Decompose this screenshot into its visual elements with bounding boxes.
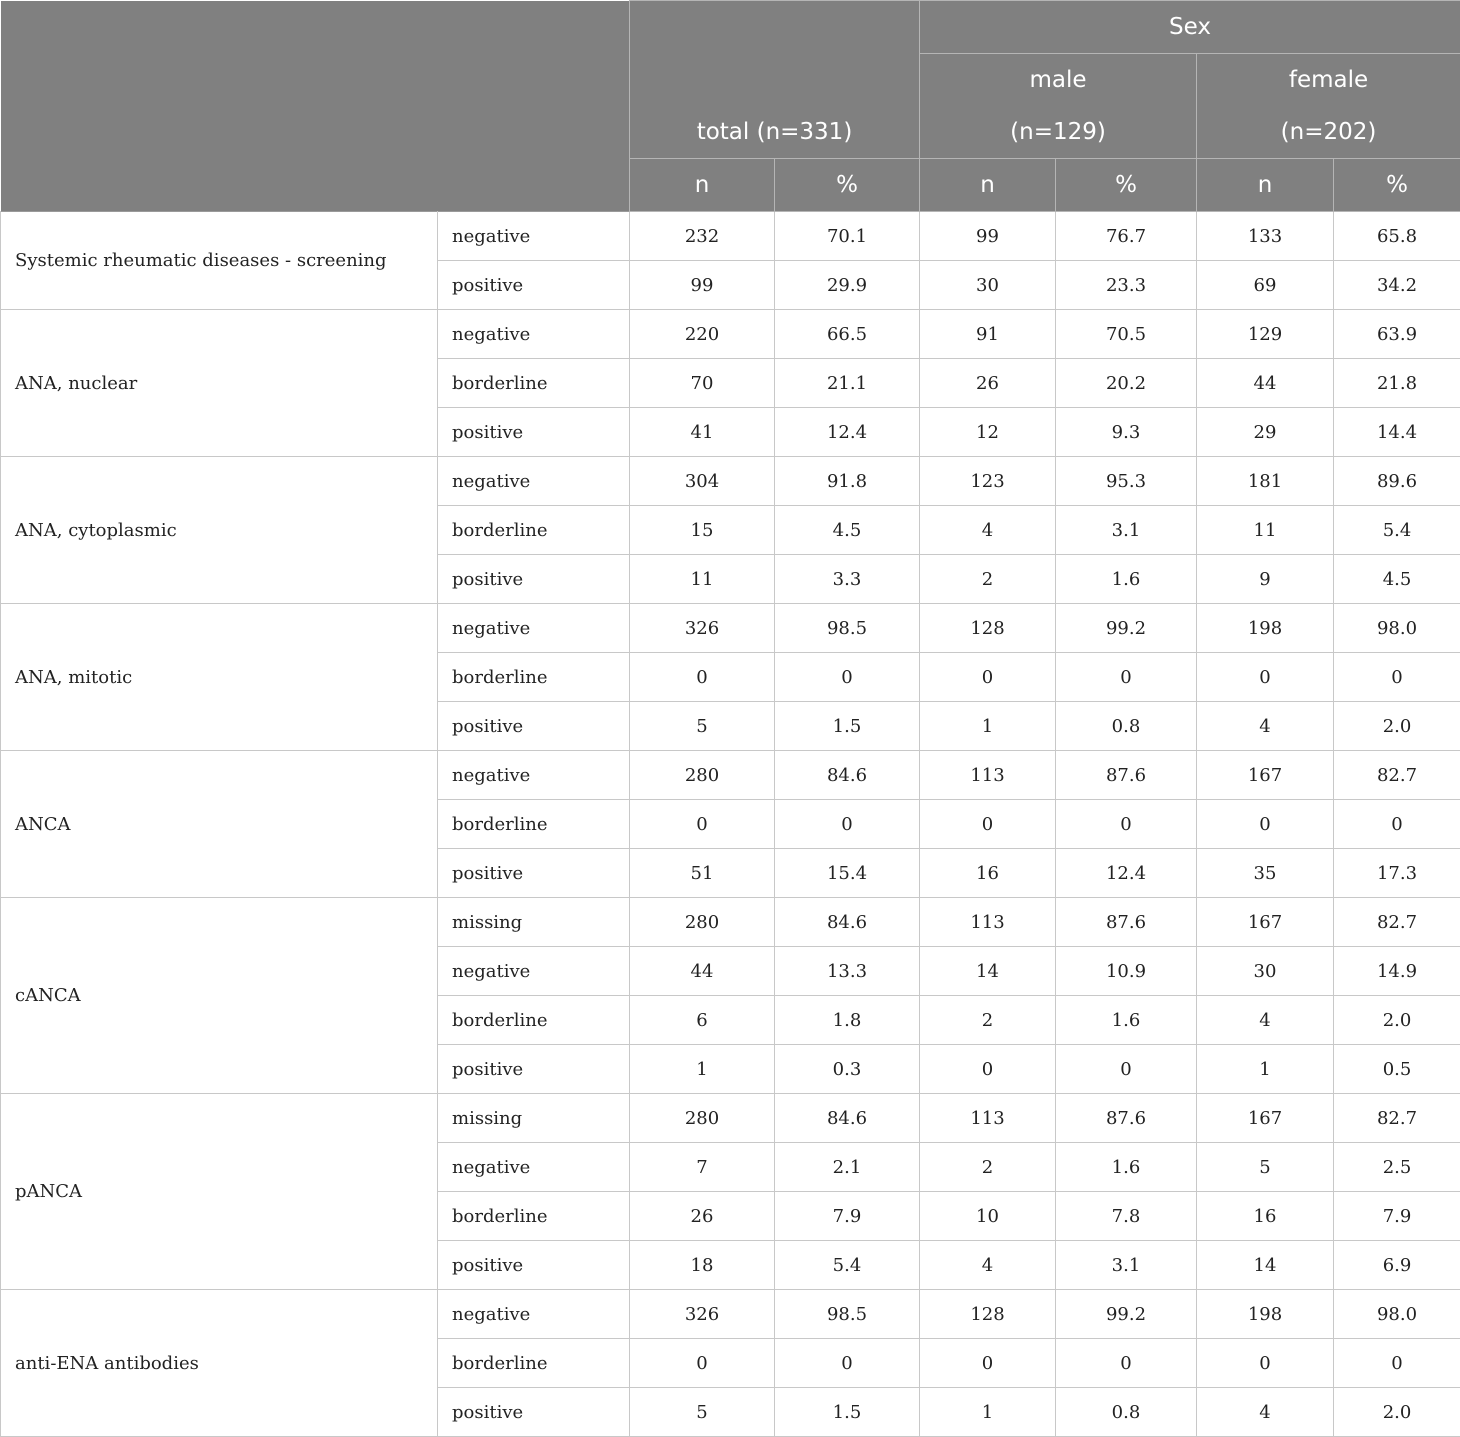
table-header: [1, 1, 1460, 212]
cell-male-pct: 0.8: [1056, 1388, 1197, 1437]
cell-female-pct: 5.4: [1334, 506, 1460, 555]
cell-male-n: 0: [920, 653, 1056, 702]
header-total-spacer: [630, 1, 920, 107]
test-name: cANCA: [1, 898, 438, 1094]
cell-female-pct: 82.7: [1334, 898, 1460, 947]
test-name: pANCA: [1, 1094, 438, 1290]
cell-total-n: 5: [630, 1388, 775, 1437]
result-label: missing: [438, 1094, 630, 1143]
table-row: [1, 898, 1460, 947]
table-row: [1, 310, 1460, 359]
cell-total-n: 26: [630, 1192, 775, 1241]
cell-total-n: 41: [630, 408, 775, 457]
result-label: negative: [438, 751, 630, 800]
cell-total-pct: 84.6: [775, 1094, 920, 1143]
cell-total-pct: 15.4: [775, 849, 920, 898]
cell-total-pct: 5.4: [775, 1241, 920, 1290]
cell-male-pct: 1.6: [1056, 996, 1197, 1045]
result-label: borderline: [438, 359, 630, 408]
header-female-count: (n=202): [1197, 106, 1460, 159]
cell-male-pct: 0: [1056, 653, 1197, 702]
cell-total-n: 280: [630, 898, 775, 947]
cell-male-n: 26: [920, 359, 1056, 408]
cell-female-pct: 0: [1334, 653, 1460, 702]
cell-male-pct: 87.6: [1056, 898, 1197, 947]
cell-male-pct: 10.9: [1056, 947, 1197, 996]
cell-female-pct: 0: [1334, 1339, 1460, 1388]
cell-female-pct: 4.5: [1334, 555, 1460, 604]
cell-male-pct: 1.6: [1056, 555, 1197, 604]
cell-male-pct: 70.5: [1056, 310, 1197, 359]
cell-male-pct: 99.2: [1056, 1290, 1197, 1339]
cell-total-pct: 12.4: [775, 408, 920, 457]
cell-female-pct: 0.5: [1334, 1045, 1460, 1094]
result-label: negative: [438, 1290, 630, 1339]
table-row: [1, 1290, 1460, 1339]
cell-male-n: 2: [920, 1143, 1056, 1192]
cell-male-n: 91: [920, 310, 1056, 359]
cell-female-n: 35: [1197, 849, 1334, 898]
result-label: positive: [438, 1241, 630, 1290]
cell-total-pct: 98.5: [775, 604, 920, 653]
cell-male-n: 128: [920, 604, 1056, 653]
result-label: negative: [438, 212, 630, 261]
result-label: positive: [438, 408, 630, 457]
cell-total-n: 0: [630, 653, 775, 702]
cell-total-n: 18: [630, 1241, 775, 1290]
cell-total-n: 5: [630, 702, 775, 751]
table-body: [1, 212, 1460, 1437]
cell-female-n: 167: [1197, 898, 1334, 947]
test-name: ANA, mitotic: [1, 604, 438, 751]
cell-total-n: 326: [630, 604, 775, 653]
result-label: positive: [438, 261, 630, 310]
cell-total-n: 51: [630, 849, 775, 898]
cell-female-pct: 2.5: [1334, 1143, 1460, 1192]
cell-female-pct: 98.0: [1334, 604, 1460, 653]
cell-male-pct: 76.7: [1056, 212, 1197, 261]
result-label: positive: [438, 849, 630, 898]
cell-female-pct: 6.9: [1334, 1241, 1460, 1290]
cell-total-n: 99: [630, 261, 775, 310]
cell-female-pct: 7.9: [1334, 1192, 1460, 1241]
cell-total-pct: 0: [775, 1339, 920, 1388]
cell-male-n: 2: [920, 996, 1056, 1045]
header-female-n: n: [1197, 159, 1334, 212]
cell-total-pct: 0: [775, 653, 920, 702]
result-label: negative: [438, 457, 630, 506]
cell-female-n: 5: [1197, 1143, 1334, 1192]
cell-female-pct: 89.6: [1334, 457, 1460, 506]
header-total: total (n=331): [630, 106, 920, 159]
cell-female-pct: 65.8: [1334, 212, 1460, 261]
cell-female-pct: 17.3: [1334, 849, 1460, 898]
cell-female-pct: 2.0: [1334, 702, 1460, 751]
test-name: ANCA: [1, 751, 438, 898]
cell-female-n: 14: [1197, 1241, 1334, 1290]
cell-male-n: 0: [920, 1045, 1056, 1094]
cell-female-n: 167: [1197, 751, 1334, 800]
header-male-n: n: [920, 159, 1056, 212]
cell-female-pct: 63.9: [1334, 310, 1460, 359]
result-label: borderline: [438, 996, 630, 1045]
cell-male-n: 2: [920, 555, 1056, 604]
cell-female-n: 30: [1197, 947, 1334, 996]
cell-male-n: 4: [920, 506, 1056, 555]
cell-female-n: 129: [1197, 310, 1334, 359]
cell-female-pct: 82.7: [1334, 1094, 1460, 1143]
cell-male-n: 99: [920, 212, 1056, 261]
cell-male-pct: 0.8: [1056, 702, 1197, 751]
cell-female-n: 1: [1197, 1045, 1334, 1094]
cell-total-n: 15: [630, 506, 775, 555]
cell-female-n: 9: [1197, 555, 1334, 604]
cell-female-n: 11: [1197, 506, 1334, 555]
cell-male-pct: 3.1: [1056, 1241, 1197, 1290]
cell-total-pct: 1.5: [775, 702, 920, 751]
cell-female-n: 198: [1197, 1290, 1334, 1339]
table-row: [1, 751, 1460, 800]
cell-male-n: 123: [920, 457, 1056, 506]
cell-female-pct: 21.8: [1334, 359, 1460, 408]
cell-male-pct: 87.6: [1056, 1094, 1197, 1143]
cell-male-n: 113: [920, 898, 1056, 947]
cell-male-n: 10: [920, 1192, 1056, 1241]
cell-female-pct: 0: [1334, 800, 1460, 849]
table-row: [1, 457, 1460, 506]
header-male-count: (n=129): [920, 106, 1197, 159]
cell-total-n: 220: [630, 310, 775, 359]
cell-male-n: 113: [920, 1094, 1056, 1143]
cell-total-n: 7: [630, 1143, 775, 1192]
cell-male-n: 128: [920, 1290, 1056, 1339]
cell-male-n: 1: [920, 702, 1056, 751]
header-total-pct: %: [775, 159, 920, 212]
table-row: [1, 212, 1460, 261]
cell-total-n: 44: [630, 947, 775, 996]
result-label: borderline: [438, 506, 630, 555]
header-female-pct: %: [1334, 159, 1460, 212]
cell-total-n: 1: [630, 1045, 775, 1094]
cell-male-pct: 99.2: [1056, 604, 1197, 653]
cell-male-n: 14: [920, 947, 1056, 996]
cell-male-pct: 87.6: [1056, 751, 1197, 800]
header-male: male: [920, 54, 1197, 107]
cell-total-pct: 4.5: [775, 506, 920, 555]
table-row: [1, 1094, 1460, 1143]
cell-female-n: 16: [1197, 1192, 1334, 1241]
result-label: negative: [438, 1143, 630, 1192]
cell-total-pct: 2.1: [775, 1143, 920, 1192]
result-label: negative: [438, 604, 630, 653]
header-corner: [1, 1, 630, 212]
header-sex: Sex: [920, 1, 1460, 54]
cell-female-n: 44: [1197, 359, 1334, 408]
cell-total-n: 0: [630, 800, 775, 849]
cell-total-pct: 0: [775, 800, 920, 849]
cell-male-n: 30: [920, 261, 1056, 310]
result-label: borderline: [438, 653, 630, 702]
result-label: negative: [438, 947, 630, 996]
header-total-n: n: [630, 159, 775, 212]
cell-female-n: 4: [1197, 702, 1334, 751]
cell-male-pct: 1.6: [1056, 1143, 1197, 1192]
cell-male-n: 1: [920, 1388, 1056, 1437]
result-label: borderline: [438, 1339, 630, 1388]
header-female: female: [1197, 54, 1460, 107]
cell-total-n: 304: [630, 457, 775, 506]
cell-male-n: 113: [920, 751, 1056, 800]
cell-total-pct: 21.1: [775, 359, 920, 408]
cell-male-pct: 23.3: [1056, 261, 1197, 310]
table-row: [1, 604, 1460, 653]
cell-female-n: 69: [1197, 261, 1334, 310]
header-male-pct: %: [1056, 159, 1197, 212]
cell-total-n: 280: [630, 1094, 775, 1143]
cell-female-pct: 14.9: [1334, 947, 1460, 996]
cell-male-pct: 95.3: [1056, 457, 1197, 506]
result-label: borderline: [438, 800, 630, 849]
cell-male-pct: 9.3: [1056, 408, 1197, 457]
cell-female-pct: 34.2: [1334, 261, 1460, 310]
cell-total-pct: 84.6: [775, 751, 920, 800]
cell-total-pct: 29.9: [775, 261, 920, 310]
result-label: positive: [438, 1388, 630, 1437]
cell-total-n: 70: [630, 359, 775, 408]
cell-total-pct: 1.5: [775, 1388, 920, 1437]
cell-female-n: 181: [1197, 457, 1334, 506]
cell-total-n: 326: [630, 1290, 775, 1339]
cell-total-pct: 7.9: [775, 1192, 920, 1241]
cell-male-pct: 3.1: [1056, 506, 1197, 555]
cell-female-n: 4: [1197, 996, 1334, 1045]
cell-total-pct: 13.3: [775, 947, 920, 996]
cell-total-n: 6: [630, 996, 775, 1045]
cell-male-n: 0: [920, 1339, 1056, 1388]
cell-female-pct: 14.4: [1334, 408, 1460, 457]
cell-female-pct: 2.0: [1334, 996, 1460, 1045]
cell-male-n: 12: [920, 408, 1056, 457]
cell-total-pct: 98.5: [775, 1290, 920, 1339]
cell-male-pct: 0: [1056, 800, 1197, 849]
cell-female-n: 0: [1197, 1339, 1334, 1388]
result-label: positive: [438, 555, 630, 604]
cell-female-n: 133: [1197, 212, 1334, 261]
cell-female-n: 0: [1197, 800, 1334, 849]
cell-female-pct: 82.7: [1334, 751, 1460, 800]
cell-male-n: 0: [920, 800, 1056, 849]
cell-total-pct: 3.3: [775, 555, 920, 604]
test-name: Systemic rheumatic diseases - screening: [1, 212, 438, 310]
cell-total-pct: 70.1: [775, 212, 920, 261]
result-label: negative: [438, 310, 630, 359]
cell-female-n: 29: [1197, 408, 1334, 457]
cell-female-n: 0: [1197, 653, 1334, 702]
cell-female-n: 198: [1197, 604, 1334, 653]
cell-total-n: 280: [630, 751, 775, 800]
cell-male-pct: 7.8: [1056, 1192, 1197, 1241]
cell-female-n: 167: [1197, 1094, 1334, 1143]
cell-female-n: 4: [1197, 1388, 1334, 1437]
cell-male-pct: 0: [1056, 1045, 1197, 1094]
cell-male-pct: 12.4: [1056, 849, 1197, 898]
cell-total-n: 11: [630, 555, 775, 604]
test-name: anti-ENA antibodies: [1, 1290, 438, 1437]
cell-male-pct: 0: [1056, 1339, 1197, 1388]
test-name: ANA, cytoplasmic: [1, 457, 438, 604]
cell-male-pct: 20.2: [1056, 359, 1197, 408]
cell-total-pct: 1.8: [775, 996, 920, 1045]
cell-male-n: 4: [920, 1241, 1056, 1290]
cell-total-n: 0: [630, 1339, 775, 1388]
cell-total-pct: 66.5: [775, 310, 920, 359]
result-label: missing: [438, 898, 630, 947]
cell-total-pct: 91.8: [775, 457, 920, 506]
cell-total-pct: 0.3: [775, 1045, 920, 1094]
result-label: borderline: [438, 1192, 630, 1241]
cell-total-pct: 84.6: [775, 898, 920, 947]
cell-male-n: 16: [920, 849, 1056, 898]
cell-female-pct: 2.0: [1334, 1388, 1460, 1437]
cell-female-pct: 98.0: [1334, 1290, 1460, 1339]
test-name: ANA, nuclear: [1, 310, 438, 457]
cell-total-n: 232: [630, 212, 775, 261]
result-label: positive: [438, 702, 630, 751]
result-label: positive: [438, 1045, 630, 1094]
